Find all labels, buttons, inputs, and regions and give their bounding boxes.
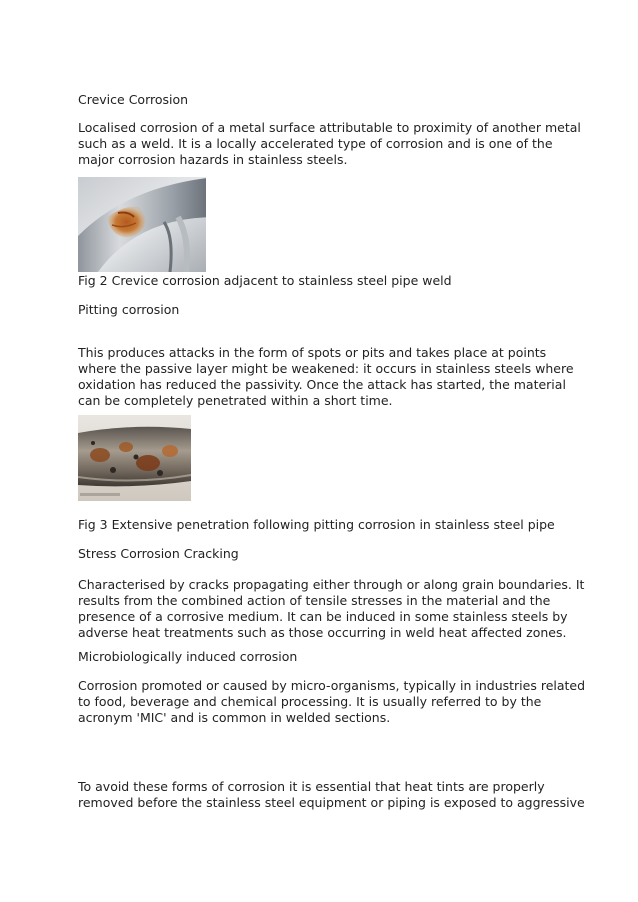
text-line: Characterised by cracks propagating either through or along grain boundaries. It (78, 577, 585, 592)
heading-microbiologically-induced-corrosion: Microbiologically induced corrosion (78, 649, 298, 664)
text-line: to food, beverage and chemical processing. It is usually referred to by the (78, 694, 542, 709)
paragraph-stress-corrosion-cracking (78, 577, 585, 641)
text-line: can be completely penetrated within a short time. (78, 393, 393, 408)
text-line: where the passive layer might be weakened: it occurs in stainless steels where (78, 361, 574, 376)
paragraph-conclusion (78, 779, 585, 811)
text-line: To avoid these forms of corrosion it is essential that heat tints are properly (78, 779, 545, 794)
text-line: acronym 'MIC' and is common in welded sections. (78, 710, 391, 725)
paragraph-microbiologically-induced-corrosion (78, 678, 586, 726)
heading-crevice-corrosion: Crevice Corrosion (78, 92, 189, 107)
paragraph-pitting-corrosion (78, 345, 574, 409)
text-line: major corrosion hazards in stainless steels. (78, 152, 348, 167)
text-line: presence of a corrosive medium. It can be induced in some stainless steels by (78, 609, 568, 624)
text-line: oxidation has reduced the passivity. Once the attack has started, the material (78, 377, 566, 392)
figure-2-crevice-corrosion-photo (78, 177, 206, 272)
text-line: adverse heat treatments such as those occurring in weld heat affected zones. (78, 625, 567, 640)
text-line: such as a weld. It is a locally accelerated type of corrosion and is one of the (78, 136, 553, 151)
paragraph-crevice-corrosion (78, 120, 581, 168)
text-line: This produces attacks in the form of spots or pits and takes place at points (78, 345, 547, 360)
caption-figure-3: Fig 3 Extensive penetration following pitting corrosion in stainless steel pipe (78, 517, 555, 532)
caption-figure-2: Fig 2 Crevice corrosion adjacent to stainless steel pipe weld (78, 273, 452, 288)
text-line: Corrosion promoted or caused by micro-organisms, typically in industries related (78, 678, 586, 693)
text-line: removed before the stainless steel equipment or piping is exposed to aggressive (78, 795, 585, 810)
text-line: Localised corrosion of a metal surface attributable to proximity of another metal (78, 120, 581, 135)
heading-pitting-corrosion: Pitting corrosion (78, 302, 180, 317)
heading-stress-corrosion-cracking: Stress Corrosion Cracking (78, 546, 239, 561)
text-line: results from the combined action of tensile stresses in the material and the (78, 593, 551, 608)
figure-3-pitting-corrosion-photo (78, 415, 191, 501)
